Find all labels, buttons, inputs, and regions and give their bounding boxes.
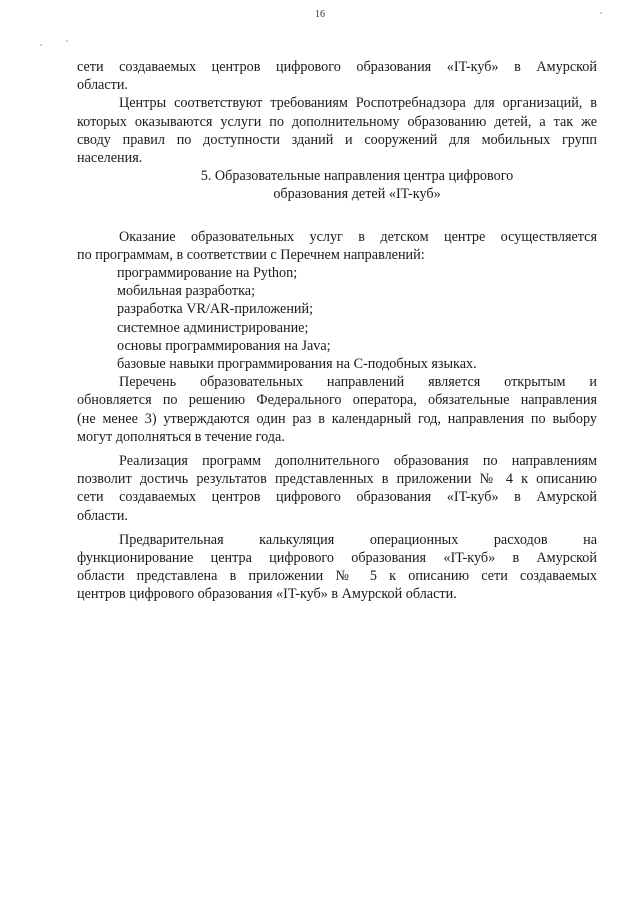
paragraph [77, 131, 597, 149]
paragraph [77, 391, 597, 409]
list-item: основы программирования на Java; [117, 337, 331, 354]
paragraph [77, 373, 597, 391]
section-heading-line: образования детей «IT-куб» [273, 186, 441, 203]
paragraph [77, 410, 597, 428]
paragraph [77, 149, 597, 167]
paragraph [77, 246, 597, 264]
paragraph [77, 228, 597, 246]
text-line: Оказание образовательных услуг в детском центре осуществляется [119, 228, 597, 245]
scan-speck [600, 12, 602, 14]
text-line: области. [77, 507, 128, 524]
directions-list [77, 264, 597, 373]
text-line: Центры соответствуют требованиям Роспотребнадзора для организаций, в [119, 95, 597, 112]
page-number: 16 [315, 9, 325, 20]
text-line: сети создаваемых центров цифрового образования «IT-куб» в Амурской [77, 59, 597, 75]
paragraph [77, 58, 597, 76]
list-item: системное администрирование; [117, 319, 309, 336]
list-item: мобильная разработка; [117, 283, 256, 300]
list-item: базовые навыки программирования на С-подобных языках. [117, 356, 477, 373]
text-line: функционирование центра цифрового образования «IT-куб» в Амурской [77, 550, 597, 567]
paragraph [77, 567, 597, 585]
section-heading [77, 167, 597, 203]
paragraph [77, 428, 597, 446]
text-line: Реализация программ дополнительного образования по направлениям [119, 453, 597, 470]
paragraph [77, 585, 597, 603]
paragraph [77, 76, 597, 94]
text-line: области представлена в приложении № 5 к описанию сети создаваемых [77, 568, 597, 585]
paragraph [77, 488, 597, 506]
text-line: Предварительная калькуляция операционных расходов на [119, 531, 597, 548]
document-body [77, 58, 597, 604]
paragraph [77, 452, 597, 470]
text-line: области. [77, 77, 128, 94]
text-line: Перечень образовательных направлений является открытым и [119, 374, 597, 391]
scan-speck [66, 40, 68, 42]
text-line: позволит достичь результатов представленных в приложении № 4 к описанию [77, 471, 597, 488]
text-line: (не менее 3) утверждаются один раз в календарный год, направления по выбору [77, 410, 597, 427]
list-item: разработка VR/AR-приложений; [117, 301, 314, 318]
paragraph [77, 470, 597, 488]
paragraph [77, 531, 597, 549]
section-heading-line: 5. Образовательные направления центра цифрового [200, 168, 514, 185]
text-line: своду правил по доступности зданий и сооружений для мобильных групп [77, 131, 597, 148]
paragraph [77, 113, 597, 131]
text-line: обновляется по решению Федерального оператора, обязательные направления [77, 392, 597, 409]
text-line: могут дополняться в течение года. [77, 428, 285, 445]
paragraph [77, 507, 597, 525]
scan-speck [40, 44, 42, 46]
list-item: программирование на Python; [117, 265, 298, 282]
text-line: по программам, в соответствии с Перечнем направлений: [77, 246, 425, 263]
paragraph [77, 94, 597, 112]
text-line: сети создаваемых центров цифрового образования «IT-куб» в Амурской [77, 489, 597, 506]
text-line: населения. [77, 150, 143, 167]
paragraph [77, 549, 597, 567]
text-line: центров цифрового образования «IT-куб» в Амурской области. [77, 586, 457, 603]
text-line: которых оказываются услуги по дополнительному образованию детей, а так же [77, 113, 597, 130]
